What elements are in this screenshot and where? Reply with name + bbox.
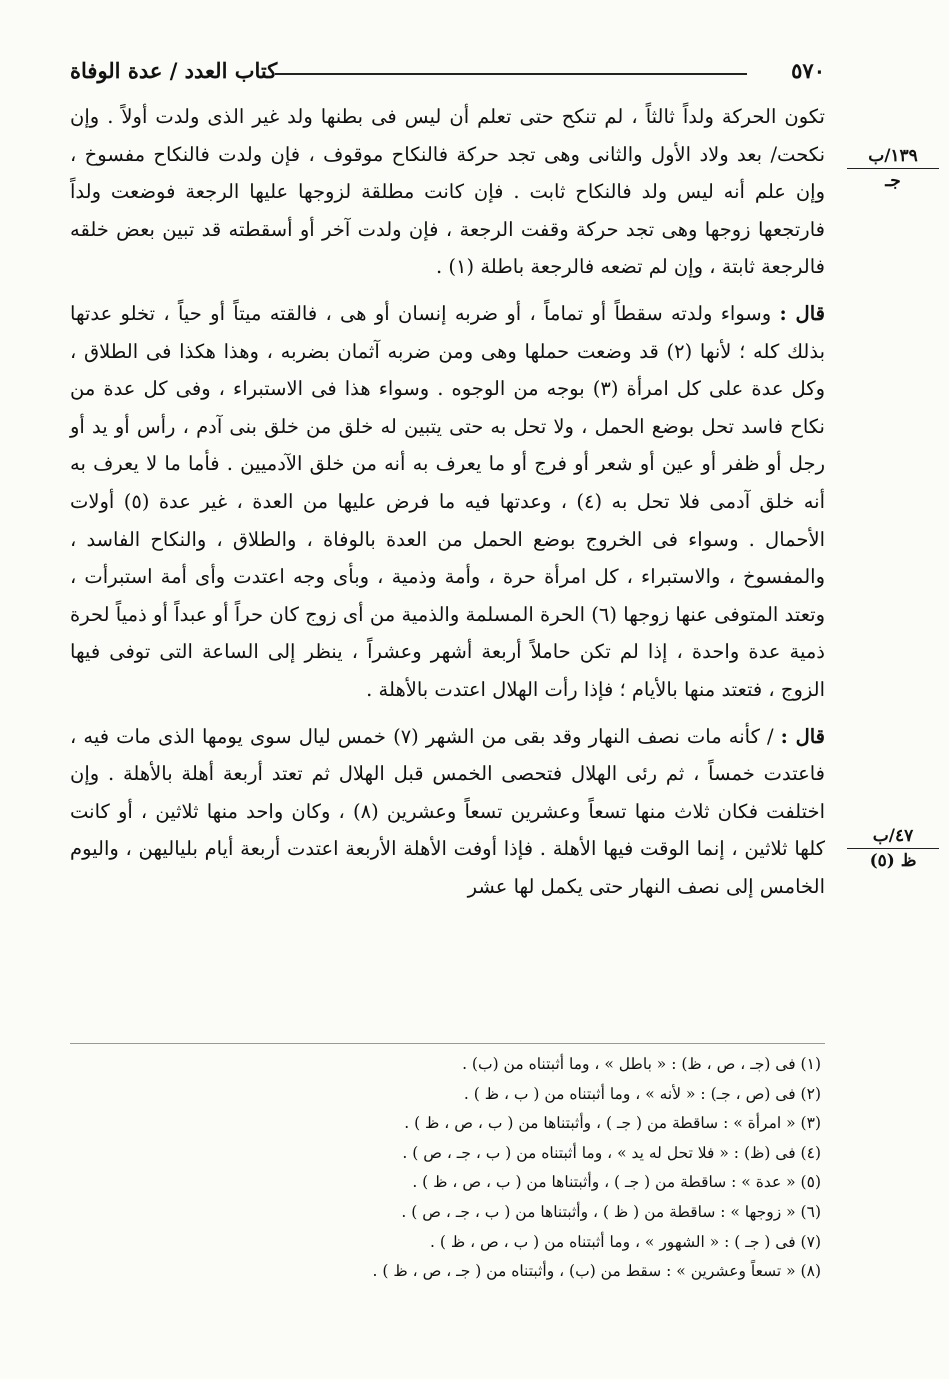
footnote: (٧) فى ( جـ ) : « الشهور » ، وما أثبتناه من ( ب ، ص ، ظ ) . [429, 1232, 821, 1251]
margin-note-folio-number: ١٣٩/ب [847, 146, 939, 169]
margin-note-folio [847, 826, 939, 871]
header-rule [275, 73, 747, 75]
footnote: (٥) « عدة » : ساقطة من ( جـ ) ، وأثبتناها من ( ب ، ص ، ظ ) . [412, 1173, 821, 1192]
paragraph [70, 718, 825, 906]
margin-note-manuscript: جـ [885, 171, 901, 191]
footnote: (٢) فى (ص ، جـ) : « لأنه » ، وما أثبتناه من ( ب ، ظ ) . [463, 1084, 821, 1103]
paragraph-text: / كأنه مات نصف النهار وقد بقى من الشهر (٧) خمس ليال سوى يومها الذى مات فيه ، فاعتدت خمساً ، ثم رئى الهلال فتحصى الخمس قبل الهلال ثم تعتد أربعة أهلة بالأهلة . وإن اختلفت فكان ثلاث منها تسعاً وعشرين تسعاً وعشرين (٨) ، وكان واحد منها ثلاثين ، أو كانت كلها ثلاثين ، إنما الوقت فيها الأهلة . فإذا أوفت الأهلة الأربعة اعتدت أربعة أيام بلياليهن ، واليوم الخامس إلى نصف النهار حتى يكمل لها عشر [70, 724, 825, 898]
footnotes [121, 1050, 821, 1287]
footnote: (٦) « زوجها » : ساقطة من ( ظ ) ، وأثبتناها من ( ب ، جـ ، ص ) . [401, 1202, 821, 1221]
paragraph-lead: قال : [779, 301, 825, 325]
footnote: (١) فى (جـ ، ص ، ظ) : « باطل » ، وما أثبتناه من (ب) . [462, 1055, 821, 1073]
paragraph-text: تكون الحركة ولداً ثالثاً ، لم تنكح حتى تعلم أن ليس فى بطنها ولد غير الذى ولدت أولاً . وإن نكحت/ بعد ولاد الأول والثانى وهى تجد حركة فالنكاح موقوف ، فإن ولدت فالنكاح مفسوخ ، وإن علم أنه ليس ولد فالنكاح ثابت . فإن كانت مطلقة لزوجها عليها الرجعة فوضعت ولداً فارتجعها زوجها وهى تجد حركة وقفت الرجعة ، فإن ولدت آخر أو أسقطته قد تبين بعض خلقه فالرجعة ثابتة ، وإن لم تضعه فالرجعة باطلة (١) . [70, 105, 825, 279]
margin-note-folio-number: ٤٧/ب [847, 826, 939, 849]
page-number: ٥٧٠ [791, 58, 825, 83]
footnote-divider [70, 1043, 825, 1044]
footnote: (٤) فى (ظ) : « فلا تحل له يد » ، وما أثبتناه من ( ب ، جـ ، ص ) . [402, 1143, 821, 1162]
main-text [70, 98, 825, 905]
running-title: كتاب العدد / عدة الوفاة [70, 58, 278, 83]
margin-note-folio [847, 146, 939, 191]
paragraph [70, 98, 825, 286]
paragraph-text: وسواء ولدته سقطاً أو تماماً ، أو ضربه إنسان أو هى ، فالقته ميتاً أو حياً ، تخلو عدتها بذلك كله ؛ لأنها (٢) قد وضعت حملها وهى ومن ضربه آثمان بضربه ، وهذا هكذا فى الطلاق ، وكل عدة على كل امرأة (٣) بوجه من الوجوه . وسواء هذا فى الاستبراء ، وفى كل عدة من نكاح فاسد تحل بوضع الحمل ، ولا تحل به حتى يتبين له خلق من خلق بنى آدم ، رأس أو يد أو رجل أو ظفر أو عين أو شعر أو فرج أو ما يعرف به أنه من خلق الآدميين . فأما ما لا يعرف به أنه خلق آدمى فلا تحل به (٤) ، وعدتها فيه ما فرض عليها من العدة ، غير عدة (٥) أولات الأحمال . وسواء فى الخروج بوضع الحمل من العدة بالوفاة ، والطلاق ، والنكاح الفاسد ، والمفسوخ ، والاستبراء ، كل امرأة حرة ، وأمة وذمية ، وبأى وجه اعتدت وأى أمة استبرأت ، وتعتد المتوفى عنها زوجها (٦) الحرة المسلمة والذمية من أى زوج كان حراً أو عبداً أو ذمياً لحرة ذمية عدة واحدة ، إذا لم تكن حاملاً أربعة أشهر وعشراً ، ينظر إلى الساعة التى توفى فيها الزوج ، فتعتد منها بالأيام ؛ فإذا رأت الهلال اعتدت بالأهلة . [70, 301, 826, 701]
footnote: (٣) « امرأة » : ساقطة من ( جـ ) ، وأثبتناها من ( ب ، ص ، ظ ) . [404, 1114, 821, 1133]
footnote: (٨) « تسعاً وعشرين » : سقط من (ب) ، وأثبتناه من ( جـ ، ص ، ظ ) . [372, 1262, 821, 1281]
margin-note-manuscript: ظ (٥) [869, 851, 917, 871]
page-header [70, 54, 825, 90]
paragraph [70, 295, 825, 709]
paragraph-lead: قال : [780, 724, 825, 748]
